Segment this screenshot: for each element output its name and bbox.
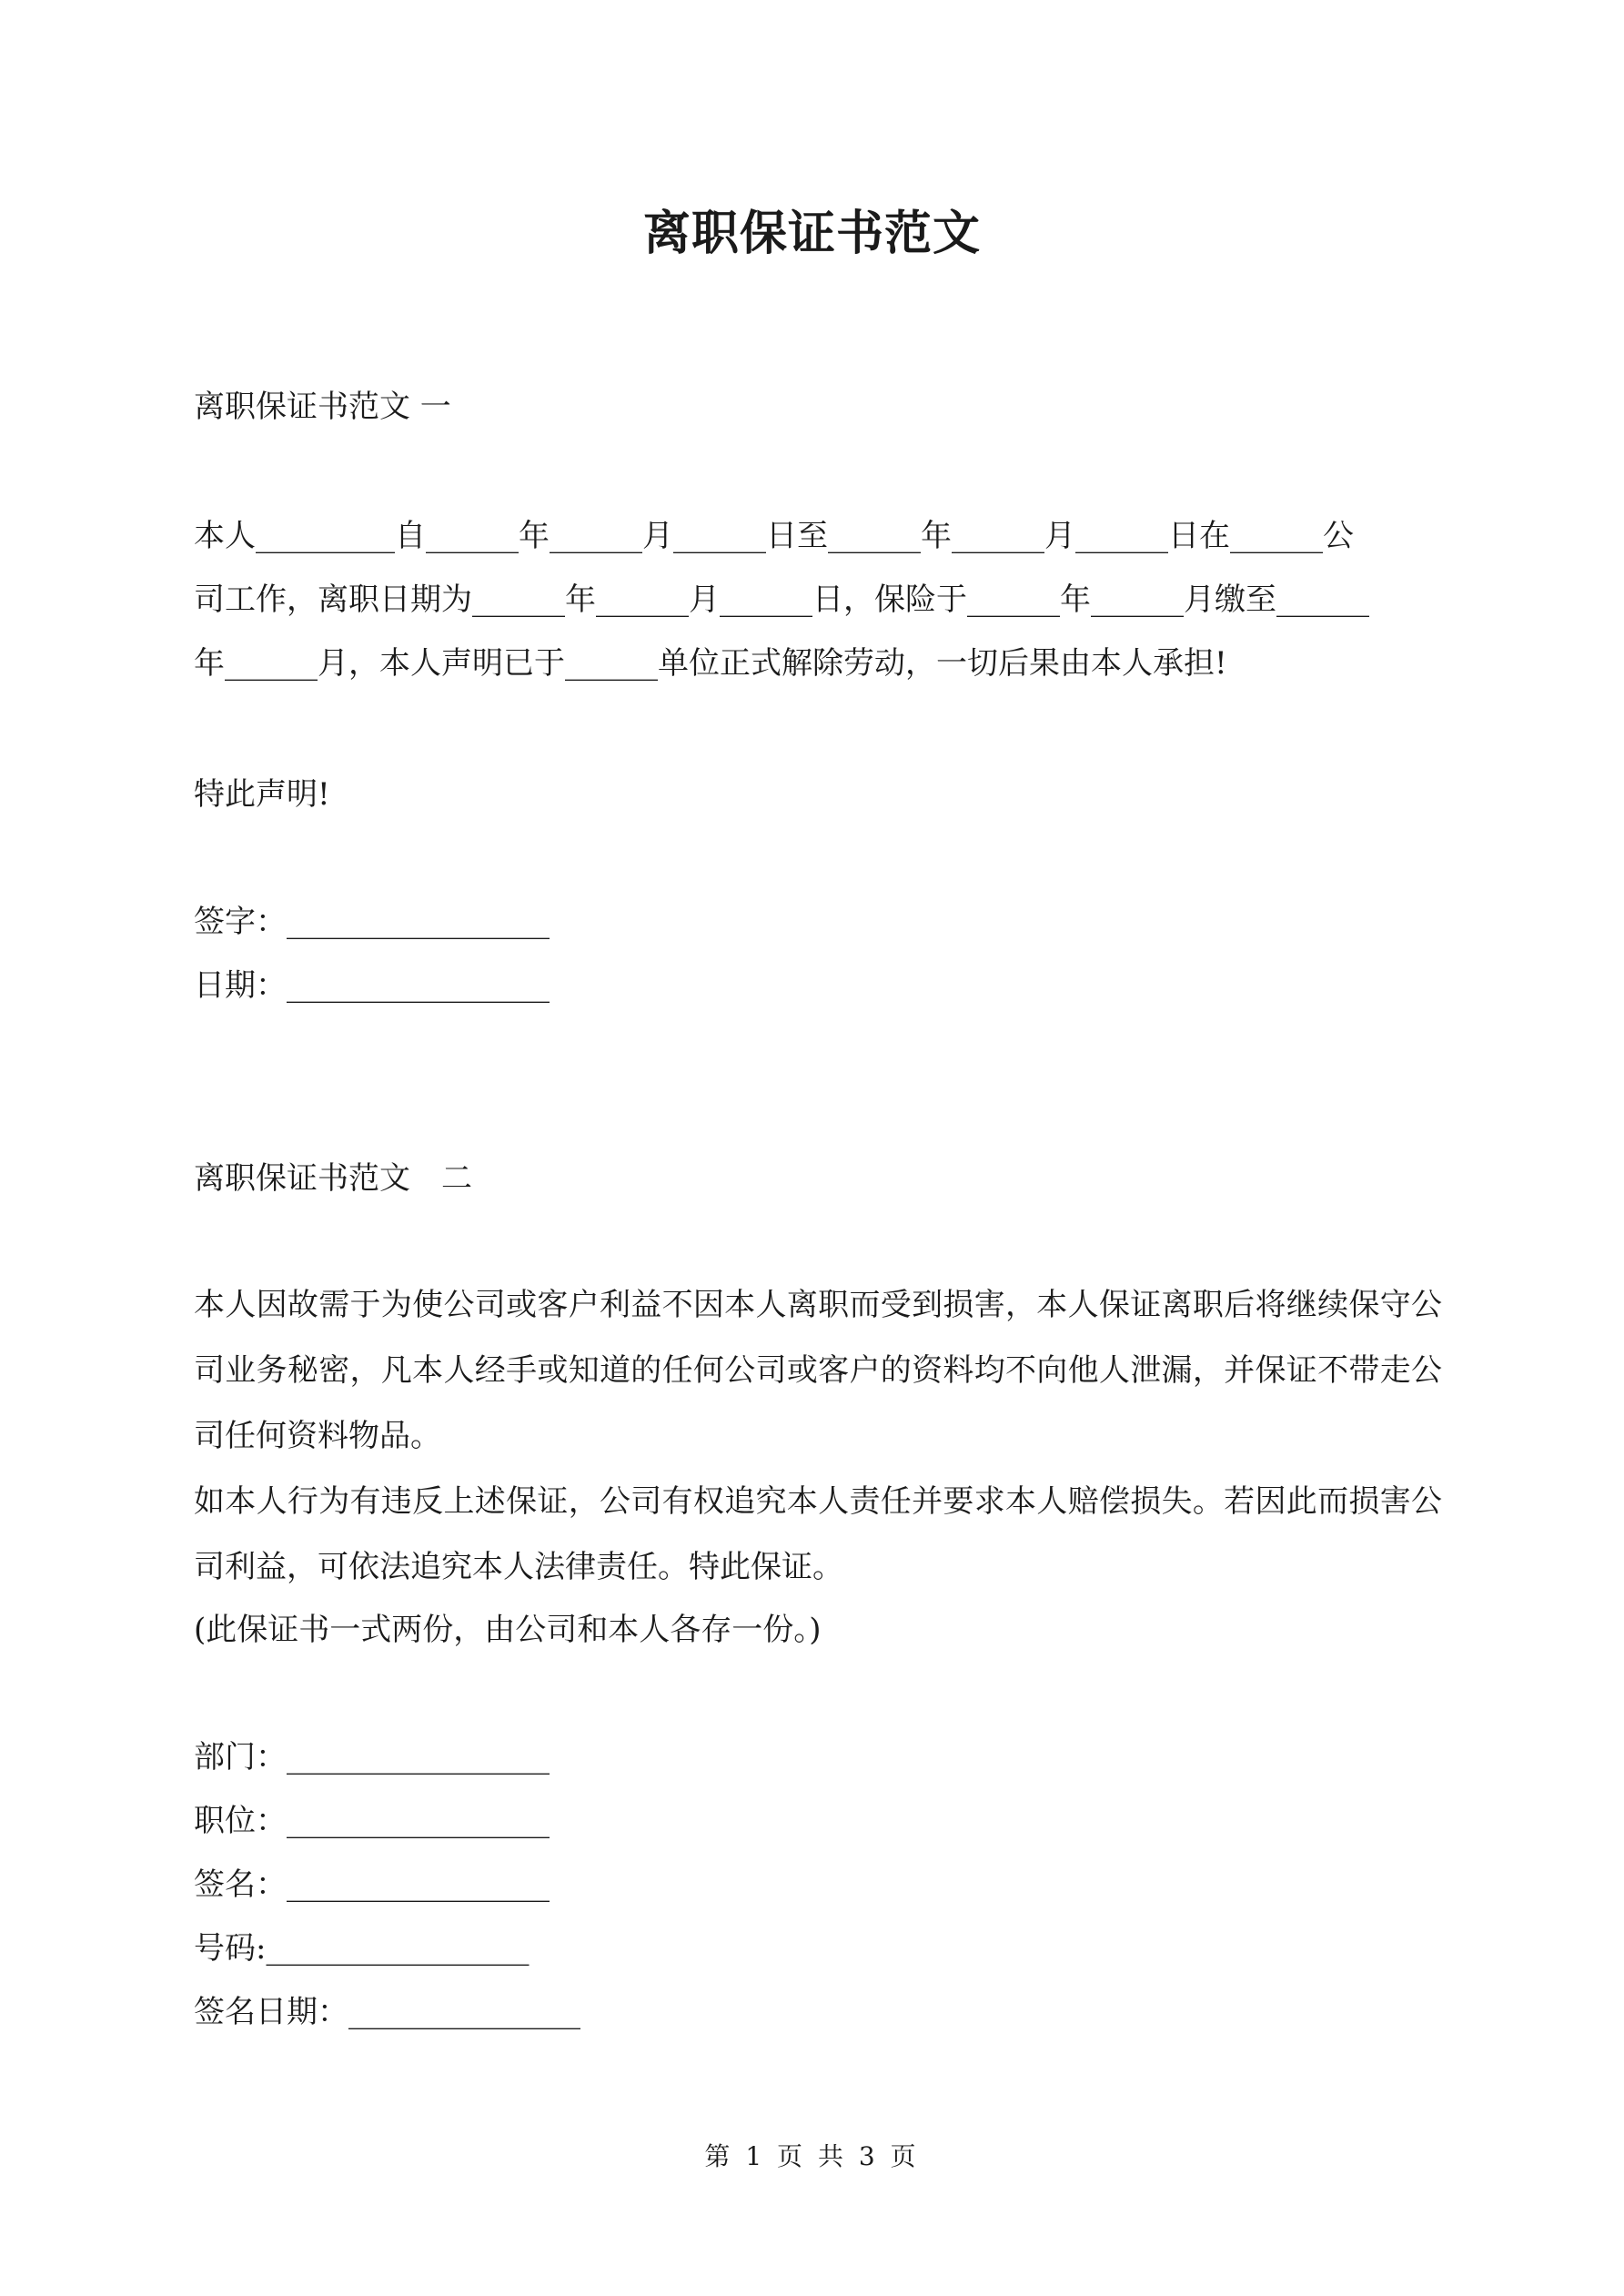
number-field: 号码:_________________: [194, 1930, 530, 1967]
section1-line-1: 本人_________自______年______月______日至______年______月______日在______公: [194, 518, 1354, 554]
section2-note: (此保证书一式两份，由公司和本人各存一份。): [194, 1612, 822, 1648]
page-footer: 第 1 页 共 3 页: [704, 2141, 920, 2171]
section2-heading: 离职保证书范文 二: [194, 1160, 472, 1197]
declaration-text: 特此声明!: [194, 776, 330, 813]
section2-paragraph-2: 如本人行为有违反上述保证，公司有权追究本人责任并要求本人赔偿损失。若因此而损害公司利益，可依法追究本人法律责任。特此保证。: [194, 1483, 1442, 1585]
section1-line-3: 年______月，本人声明已于______单位正式解除劳动，一切后果由本人承担!: [194, 645, 1227, 682]
position-field: 职位：_________________: [194, 1803, 550, 1839]
section1-line-2: 司工作，离职日期为______年______月______日，保险于______年______月缴至______: [194, 582, 1369, 618]
section1-heading: 离职保证书范文 一: [194, 389, 451, 425]
sign-date-field: 签名日期：_______________: [194, 1994, 580, 2030]
date-field: 日期：_________________: [194, 967, 550, 1004]
signature-field: 签字：_________________: [194, 904, 550, 940]
sign-name-field: 签名：_________________: [194, 1866, 550, 1903]
document-title: 离职保证书范文: [642, 206, 981, 261]
section2-paragraph-1: 本人因故需于为使公司或客户利益不因本人离职而受到损害，本人保证离职后将继续保守公司业务秘密，凡本人经手或知道的任何公司或客户的资料均不向他人泄漏，并保证不带走公司任何资料物品。: [194, 1287, 1442, 1454]
department-field: 部门：_________________: [194, 1739, 550, 1775]
